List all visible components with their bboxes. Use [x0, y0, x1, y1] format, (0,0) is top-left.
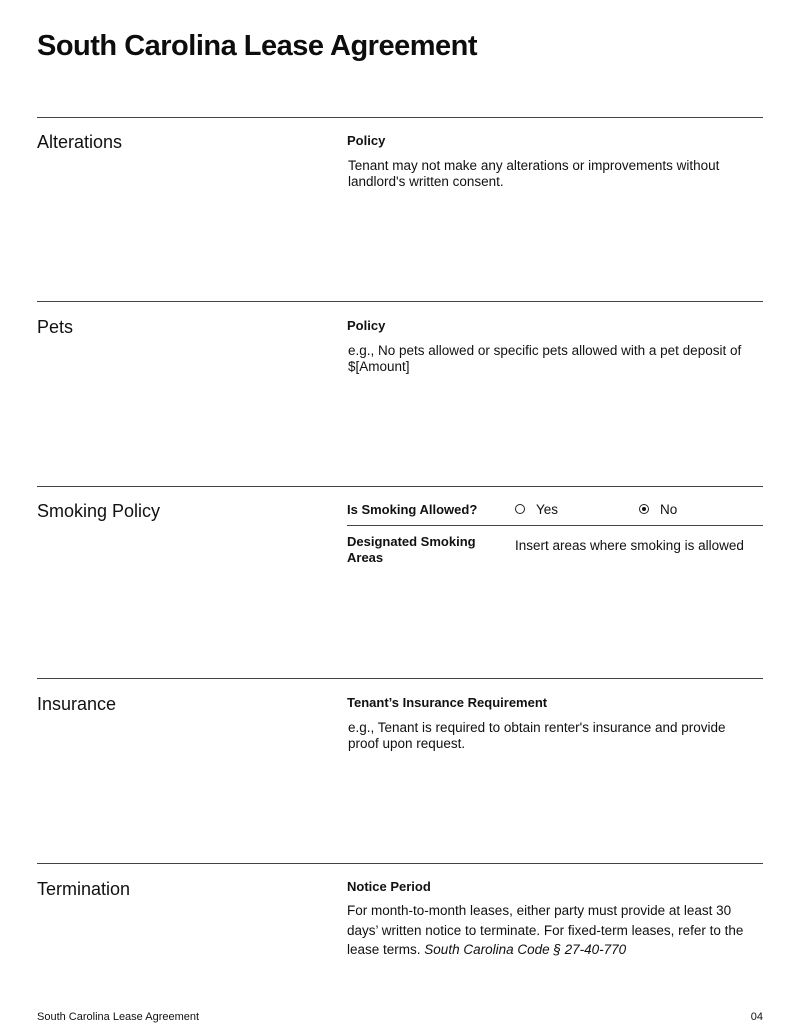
- notice-period-body: For month-to-month leases, either party must provide at least 30 days’ written notice to terminate. For fixed-term leases, refer to the lease terms.: [347, 903, 744, 957]
- footer-page-number: 04: [750, 1011, 763, 1023]
- notice-period-text[interactable]: [347, 901, 757, 960]
- smoking-allowed-question: Is Smoking Allowed?: [347, 502, 478, 517]
- designated-smoking-areas-text[interactable]: Insert areas where smoking is allowed: [515, 538, 744, 553]
- section-divider: [37, 678, 763, 679]
- section-divider: [37, 486, 763, 487]
- smoking-no-label[interactable]: No: [660, 502, 678, 517]
- smoking-yes-radio[interactable]: [515, 504, 525, 514]
- notice-period-label: Notice Period: [347, 879, 431, 894]
- smoking-yes-label[interactable]: Yes: [536, 502, 559, 517]
- section-label-pets: Pets: [37, 317, 74, 337]
- pets-policy-text[interactable]: e.g., No pets allowed or specific pets allowed with a pet deposit of $[Amount]: [348, 343, 742, 374]
- section-divider: [37, 863, 763, 864]
- section-label-alterations: Alterations: [37, 132, 123, 152]
- alterations-policy-label: Policy: [347, 133, 386, 148]
- alterations-policy-text[interactable]: Tenant may not make any alterations or improvements without landlord's written consent.: [348, 158, 720, 189]
- pets-policy-label: Policy: [347, 318, 386, 333]
- smoking-no-radio[interactable]: [639, 504, 649, 514]
- section-label-smoking: Smoking Policy: [37, 501, 161, 521]
- insurance-requirement-label: Tenant’s Insurance Requirement: [347, 695, 548, 710]
- section-divider: [37, 301, 763, 302]
- section-label-termination: Termination: [37, 879, 131, 899]
- smoking-inner-divider: [347, 525, 763, 526]
- insurance-requirement-text[interactable]: e.g., Tenant is required to obtain renter's insurance and provide proof upon request.: [348, 720, 726, 751]
- statute-citation: South Carolina Code § 27-40-770: [424, 942, 627, 957]
- section-divider: [37, 117, 763, 118]
- section-label-insurance: Insurance: [37, 694, 117, 714]
- footer-document-name: South Carolina Lease Agreement: [37, 1011, 200, 1023]
- designated-smoking-areas-label: Designated Smoking Areas: [347, 534, 476, 565]
- page-title: South Carolina Lease Agreement: [37, 30, 477, 62]
